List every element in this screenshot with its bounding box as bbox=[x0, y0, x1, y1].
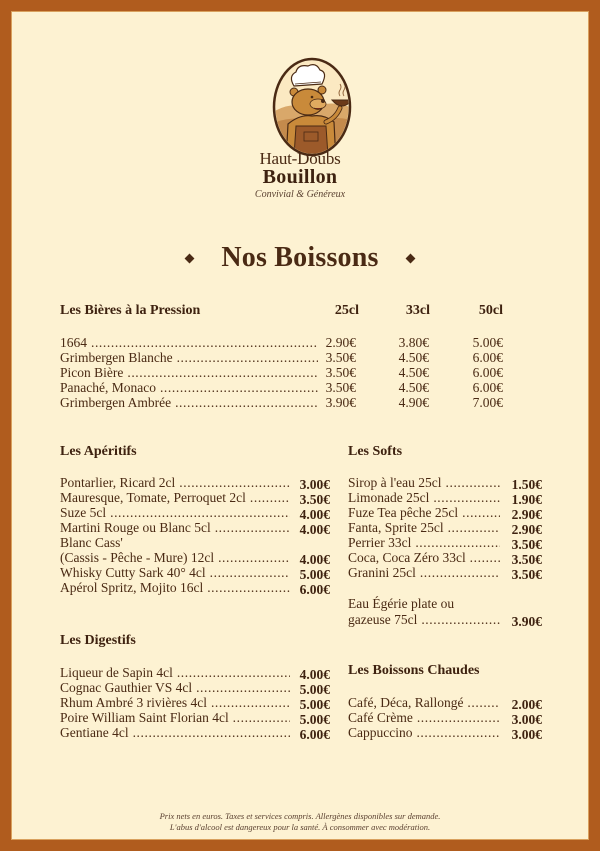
price-33cl: 4.50€ bbox=[398, 350, 429, 365]
item-name: Whisky Cutty Sark 40° 4cl ..... bbox=[60, 565, 290, 580]
list-item bbox=[348, 550, 542, 565]
item-name: Picon Bière ..... bbox=[60, 365, 318, 380]
beer-row bbox=[60, 350, 560, 365]
item-price: 5.00€ bbox=[297, 682, 330, 697]
list-item bbox=[60, 565, 330, 580]
item-price: 1.90€ bbox=[509, 492, 542, 507]
item-price: 3.50€ bbox=[509, 567, 542, 582]
list-item bbox=[348, 612, 542, 627]
item-name: Grimbergen Blanche ..... bbox=[60, 350, 318, 365]
bear-chef-icon bbox=[260, 52, 364, 162]
item-name: Perrier 33cl ..... bbox=[348, 535, 500, 550]
footer-note-alcohol: L'abus d'alcool est dangereux pour la santé. À consommer avec modération. bbox=[169, 822, 431, 832]
item-price: 4.00€ bbox=[297, 522, 330, 537]
price-50cl: 6.00€ bbox=[472, 380, 503, 395]
list-item bbox=[348, 490, 542, 505]
diamond-ornament-icon bbox=[405, 253, 415, 263]
item-price: 2.90€ bbox=[509, 522, 542, 537]
price-25cl: 3.50€ bbox=[325, 350, 356, 365]
brand-name-line2: Bouillon bbox=[262, 166, 338, 188]
item-price: 3.50€ bbox=[297, 492, 330, 507]
list-item bbox=[60, 680, 330, 695]
list-item bbox=[60, 520, 330, 535]
item-name: Limonade 25cl ..... bbox=[348, 490, 500, 505]
beer-row bbox=[60, 335, 560, 350]
item-name: gazeuse 75cl ..... bbox=[348, 612, 500, 627]
item-price: 3.00€ bbox=[509, 712, 542, 727]
section-title-digestifs: Les Digestifs bbox=[60, 633, 136, 648]
item-price: 3.00€ bbox=[297, 477, 330, 492]
item-name: Rhum Ambré 3 rivières 4cl ..... bbox=[60, 695, 290, 710]
column-header-33cl: 33cl bbox=[405, 303, 430, 318]
list-item bbox=[348, 710, 542, 725]
item-name: Fanta, Sprite 25cl ..... bbox=[348, 520, 500, 535]
price-50cl: 6.00€ bbox=[472, 350, 503, 365]
item-price: 3.50€ bbox=[509, 552, 542, 567]
list-item bbox=[348, 535, 542, 550]
item-price: 1.50€ bbox=[509, 477, 542, 492]
item-name: 1664 ..... bbox=[60, 335, 318, 350]
item-name: Suze 5cl ..... bbox=[60, 505, 290, 520]
list-item bbox=[60, 665, 330, 680]
brand-tagline: Convivial & Généreux bbox=[254, 189, 346, 200]
diamond-ornament-icon bbox=[185, 253, 195, 263]
price-33cl: 4.50€ bbox=[398, 380, 429, 395]
item-name: Cognac Gauthier VS 4cl ..... bbox=[60, 680, 290, 695]
list-item bbox=[60, 535, 330, 550]
item-name: Pontarlier, Ricard 2cl ..... bbox=[60, 475, 290, 490]
section-title-bieres: Les Bières à la Pression bbox=[60, 303, 201, 318]
list-item bbox=[348, 596, 542, 611]
item-name: Panaché, Monaco ..... bbox=[60, 380, 318, 395]
item-price: 5.00€ bbox=[297, 567, 330, 582]
item-price: 3.50€ bbox=[509, 537, 542, 552]
item-name: Mauresque, Tomate, Perroquet 2cl ..... bbox=[60, 490, 290, 505]
beer-row bbox=[60, 380, 560, 395]
item-name: Poire William Saint Florian 4cl ..... bbox=[60, 710, 290, 725]
column-header-50cl: 50cl bbox=[478, 303, 503, 318]
price-25cl: 3.90€ bbox=[325, 395, 356, 410]
item-name: Fuze Tea pêche 25cl ..... bbox=[348, 505, 500, 520]
footer-note-prices: Prix nets en euros. Taxes et services compris. Allergènes disponibles sur demande. bbox=[159, 811, 441, 821]
list-item bbox=[60, 580, 330, 595]
section-title-chaudes: Les Boissons Chaudes bbox=[348, 663, 480, 678]
item-price: 6.00€ bbox=[297, 582, 330, 597]
item-name: Café, Déca, Rallongé ..... bbox=[348, 695, 500, 710]
item-name: Eau Égérie plate ou bbox=[348, 596, 455, 611]
item-price: 3.90€ bbox=[509, 614, 542, 629]
price-25cl: 2.90€ bbox=[325, 335, 356, 350]
item-name: Martini Rouge ou Blanc 5cl ..... bbox=[60, 520, 290, 535]
list-item bbox=[348, 565, 542, 580]
item-name: Coca, Coca Zéro 33cl ..... bbox=[348, 550, 500, 565]
item-price: 4.00€ bbox=[297, 552, 330, 567]
item-price: 6.00€ bbox=[297, 727, 330, 742]
list-item bbox=[60, 475, 330, 490]
price-25cl: 3.50€ bbox=[325, 365, 356, 380]
item-price: 5.00€ bbox=[297, 712, 330, 727]
list-item bbox=[348, 475, 542, 490]
price-25cl: 3.50€ bbox=[325, 380, 356, 395]
list-item bbox=[60, 695, 330, 710]
list-item bbox=[60, 490, 330, 505]
price-50cl: 7.00€ bbox=[472, 395, 503, 410]
price-50cl: 6.00€ bbox=[472, 365, 503, 380]
list-item bbox=[348, 725, 542, 740]
price-33cl: 4.90€ bbox=[398, 395, 429, 410]
item-name: Apérol Spritz, Mojito 16cl ..... bbox=[60, 580, 290, 595]
list-item bbox=[348, 695, 542, 710]
page-title: Nos Boissons bbox=[221, 242, 379, 273]
item-name: Grimbergen Ambrée ..... bbox=[60, 395, 318, 410]
item-name: Gentiane 4cl ..... bbox=[60, 725, 290, 740]
item-name: Granini 25cl ..... bbox=[348, 565, 500, 580]
list-item bbox=[60, 710, 330, 725]
price-33cl: 3.80€ bbox=[398, 335, 429, 350]
list-item bbox=[348, 505, 542, 520]
item-name: Blanc Cass' bbox=[60, 535, 123, 550]
menu-page bbox=[11, 11, 589, 840]
price-33cl: 4.50€ bbox=[398, 365, 429, 380]
item-name: Cappuccino ..... bbox=[348, 725, 500, 740]
item-name: (Cassis - Pêche - Mure) 12cl ..... bbox=[60, 550, 290, 565]
page-title-wrap bbox=[12, 242, 588, 274]
section-title-aperitifs: Les Apéritifs bbox=[60, 444, 137, 459]
beer-row bbox=[60, 395, 560, 410]
item-name: Sirop à l'eau 25cl ..... bbox=[348, 475, 500, 490]
brand-name-line1: Haut-Doubs bbox=[259, 149, 341, 168]
item-price: 3.00€ bbox=[509, 727, 542, 742]
section-title-softs: Les Softs bbox=[348, 444, 403, 459]
list-item bbox=[60, 550, 330, 565]
beer-row bbox=[60, 365, 560, 380]
item-price: 2.00€ bbox=[509, 697, 542, 712]
list-item bbox=[60, 725, 330, 740]
column-header-25cl: 25cl bbox=[334, 303, 359, 318]
item-price: 2.90€ bbox=[509, 507, 542, 522]
list-item bbox=[60, 505, 330, 520]
item-price: 4.00€ bbox=[297, 667, 330, 682]
item-name: Café Crème ..... bbox=[348, 710, 500, 725]
list-item bbox=[348, 520, 542, 535]
item-name: Liqueur de Sapin 4cl ..... bbox=[60, 665, 290, 680]
item-price: 5.00€ bbox=[297, 697, 330, 712]
item-price: 4.00€ bbox=[297, 507, 330, 522]
price-50cl: 5.00€ bbox=[472, 335, 503, 350]
